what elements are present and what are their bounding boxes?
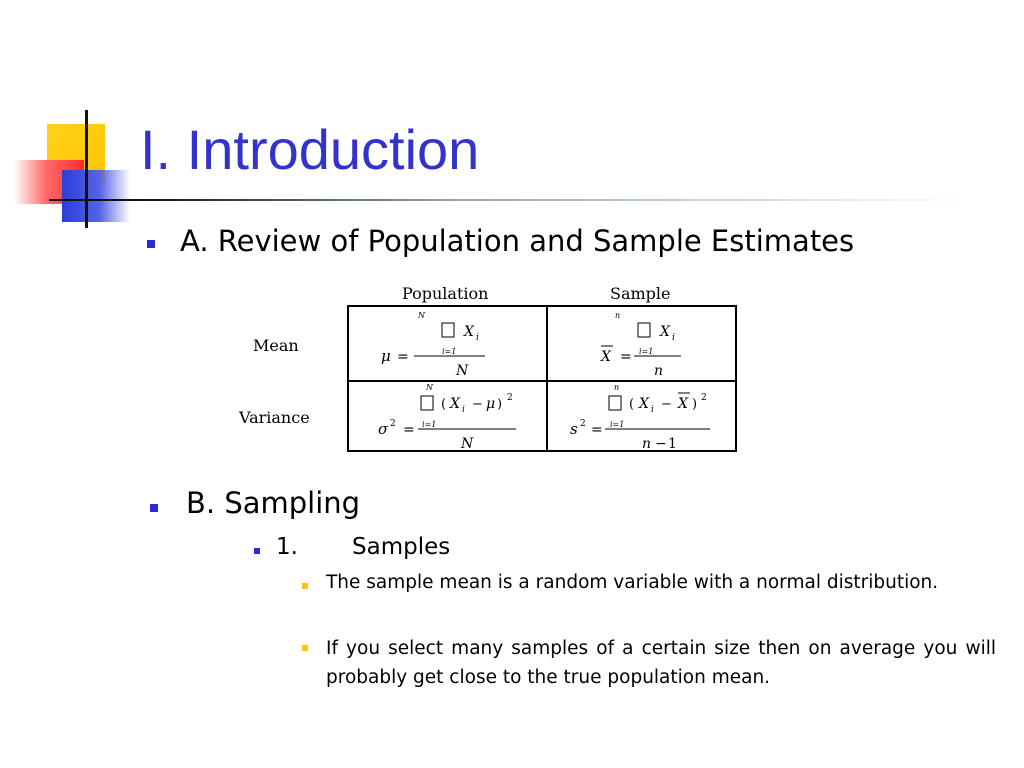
svg-text:N: N — [456, 363, 469, 379]
svg-text:2: 2 — [390, 419, 396, 429]
table-row-header-variance: Variance — [239, 408, 310, 427]
formula-sample-variance — [570, 383, 710, 452]
svg-text:N: N — [426, 383, 433, 392]
formula-sample-mean — [600, 311, 681, 379]
svg-text:2: 2 — [701, 393, 707, 403]
svg-text:n: n — [642, 436, 652, 452]
svg-text:σ: σ — [378, 420, 389, 438]
svg-text:X: X — [601, 349, 611, 365]
svg-text:): ) — [497, 397, 503, 412]
svg-text:i=1: i=1 — [422, 420, 437, 429]
svg-text:(: ( — [441, 397, 447, 412]
sub-bullet-text: The sample mean is a random variable with a normal distribution. — [326, 572, 939, 593]
svg-text:n: n — [654, 363, 664, 379]
svg-text:i=1: i=1 — [442, 347, 457, 356]
svg-text:i: i — [476, 333, 479, 343]
svg-text:X: X — [464, 324, 474, 340]
svg-text:=: = — [620, 349, 632, 365]
bullet-square-icon — [254, 548, 260, 554]
sub-bullet-text: If you select many samples of a certain size then on average you will probably get close to the true population mean. — [326, 638, 996, 688]
table-col-header-sample: Sample — [610, 284, 671, 303]
bullet-square-icon — [150, 504, 158, 512]
svg-text:i: i — [651, 405, 654, 415]
svg-text:−: − — [655, 436, 667, 452]
svg-text:μ: μ — [486, 396, 496, 412]
svg-text:s: s — [570, 420, 578, 438]
svg-text:n: n — [614, 383, 620, 392]
svg-text:X: X — [678, 396, 688, 412]
bullet-yellow-icon — [302, 645, 308, 651]
svg-text:μ: μ — [381, 347, 391, 365]
formula-population-variance — [378, 383, 516, 452]
svg-text:−: − — [661, 397, 672, 412]
svg-text:X: X — [450, 396, 460, 412]
table-col-header-population: Population — [402, 284, 489, 303]
svg-text:−: − — [472, 397, 483, 412]
svg-text:=: = — [397, 349, 409, 365]
svg-text:N: N — [461, 436, 474, 452]
svg-text:=: = — [591, 422, 603, 438]
svg-text:i=1: i=1 — [639, 347, 654, 356]
slide-title: I. Introduction — [140, 118, 480, 181]
svg-text:i: i — [672, 333, 675, 343]
svg-text:i: i — [462, 405, 465, 415]
svg-text:i=1: i=1 — [610, 420, 625, 429]
svg-text:1: 1 — [668, 436, 677, 452]
svg-text:N: N — [418, 311, 425, 320]
section-a-heading: A. Review of Population and Sample Estimates — [180, 224, 855, 258]
formula-population-mean — [381, 311, 485, 379]
svg-text:(: ( — [629, 397, 635, 412]
item-number: 1. — [276, 534, 298, 560]
section-b-heading: B. Sampling — [186, 486, 361, 520]
bullet-yellow-icon — [302, 583, 308, 589]
svg-text:=: = — [403, 422, 415, 438]
svg-text:X: X — [639, 396, 649, 412]
item-label: Samples — [352, 534, 451, 560]
svg-text:2: 2 — [580, 419, 586, 429]
svg-text:X: X — [660, 324, 670, 340]
table-row-header-mean: Mean — [253, 336, 299, 355]
svg-text:n: n — [615, 311, 621, 320]
svg-text:2: 2 — [507, 393, 513, 403]
svg-text:): ) — [692, 397, 698, 412]
